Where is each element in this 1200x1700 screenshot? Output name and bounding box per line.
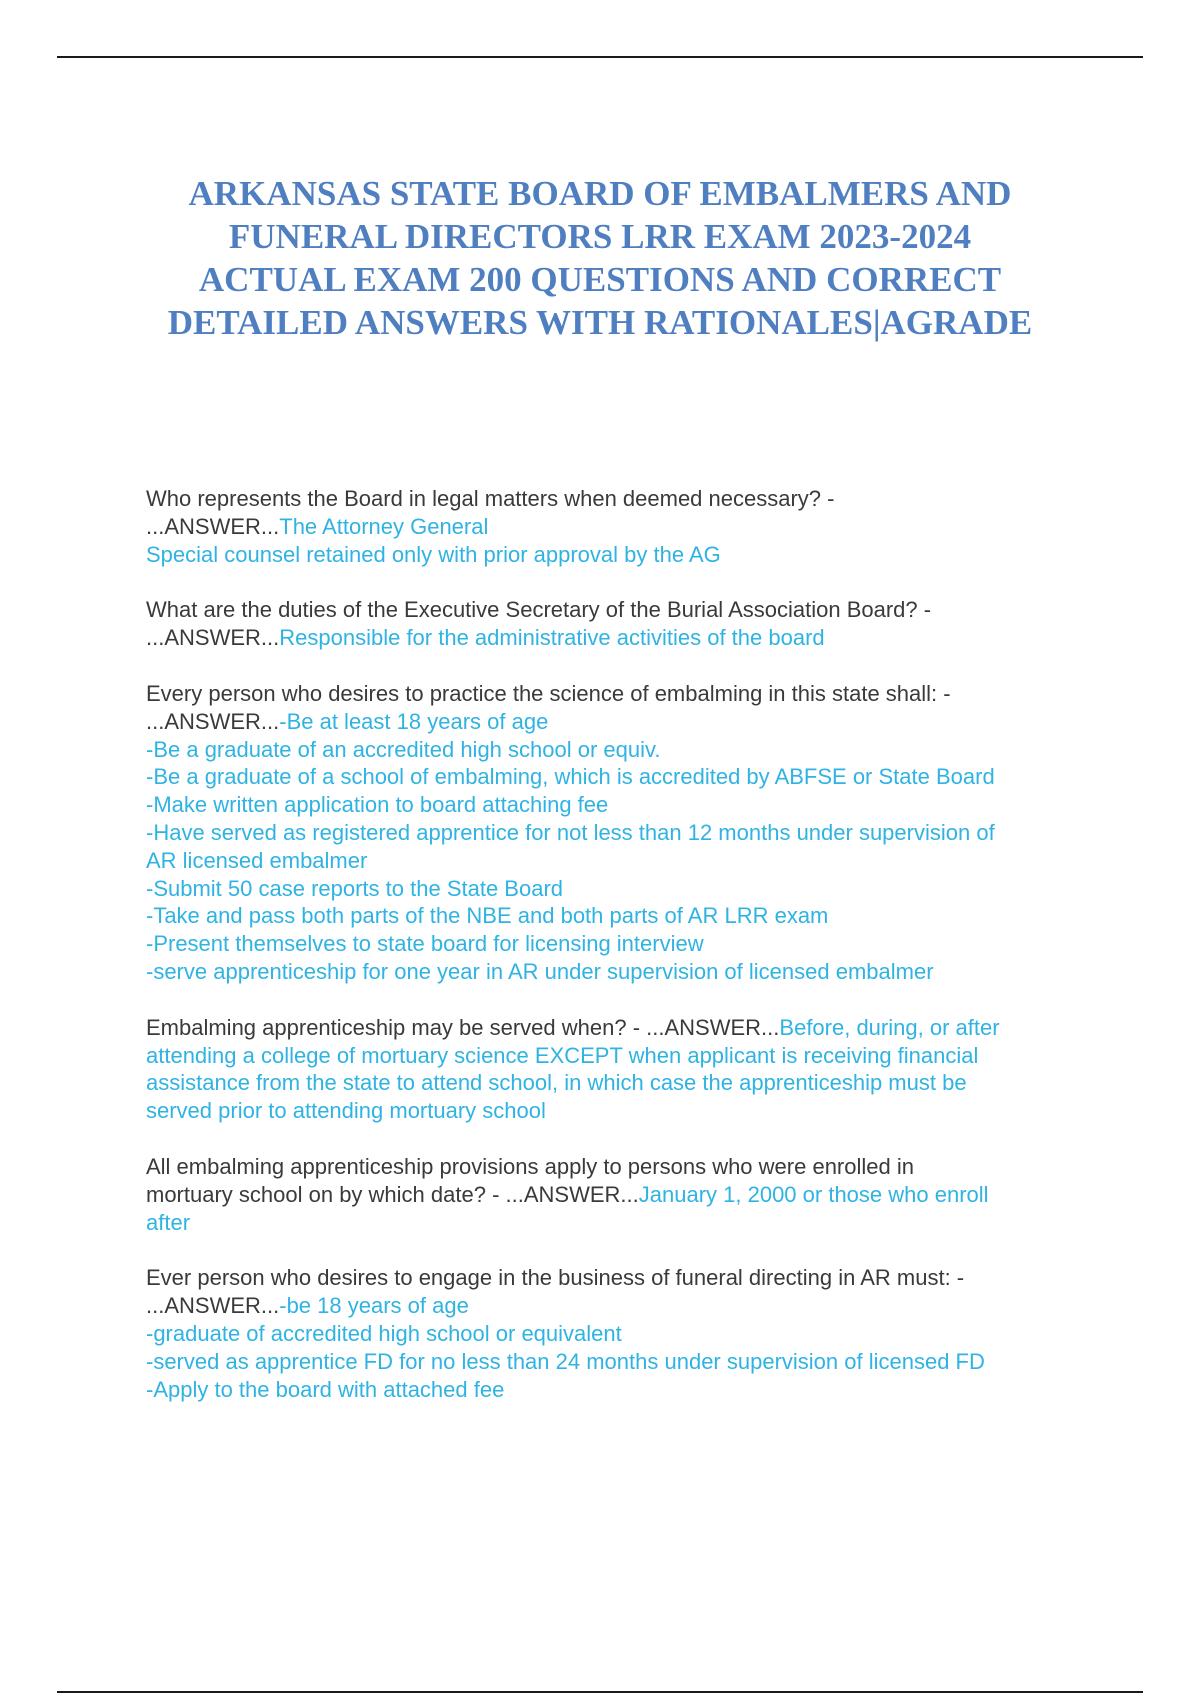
qa-item [146, 1153, 1096, 1236]
answer-marker: ...ANSWER... [505, 1181, 639, 1207]
answer-text: -be 18 years of age [279, 1293, 469, 1319]
qa-item [146, 596, 1096, 652]
title-line: FUNERAL DIRECTORS LRR EXAM 2023-2024 [228, 217, 972, 256]
title-line: DETAILED ANSWERS WITH RATIONALES|AGRADE [167, 303, 1033, 342]
answer-first-line [146, 513, 1096, 541]
answer-text: Before, during, or after [779, 1014, 1000, 1040]
answer-line: after [146, 1209, 191, 1235]
question-text: Embalming apprenticeship may be served when? - [146, 1014, 647, 1040]
qa-item [146, 680, 1096, 986]
answer-line: -Make written application to board attaching fee [146, 792, 609, 818]
title-line: ARKANSAS STATE BOARD OF EMBALMERS AND [188, 174, 1012, 213]
qa-item [146, 1014, 1096, 1125]
answer-line: -Be a graduate of an accredited high school or equiv. [146, 736, 661, 762]
question-answer-line [146, 1014, 1096, 1042]
top-rule [57, 56, 1143, 58]
answer-line: -Have served as registered apprentice for not less than 12 months under supervision of [146, 819, 995, 845]
question-text: mortuary school on by which date? - [146, 1181, 506, 1207]
answer-marker: ...ANSWER... [646, 1014, 780, 1040]
qa-item [146, 1264, 1096, 1403]
document-title [100, 172, 1100, 344]
answer-text: -Be at least 18 years of age [279, 708, 549, 734]
answer-line: -graduate of accredited high school or equivalent [146, 1320, 622, 1346]
answer-marker: ...ANSWER... [146, 513, 280, 539]
answer-marker: ...ANSWER... [146, 625, 280, 651]
question-text: What are the duties of the Executive Secretary of the Burial Association Board? - [146, 597, 932, 623]
answer-line: assistance from the state to attend school, in which case the apprenticeship must be [146, 1070, 967, 1096]
answer-line: -Submit 50 case reports to the State Board [146, 875, 564, 901]
answer-text: Responsible for the administrative activities of the board [279, 625, 825, 651]
answer-line: -Apply to the board with attached fee [146, 1376, 505, 1402]
answer-text: The Attorney General [279, 513, 489, 539]
answer-line: AR licensed embalmer [146, 847, 368, 873]
answer-first-line [146, 624, 1096, 652]
answer-line: served prior to attending mortuary school [146, 1098, 546, 1124]
qa-item [146, 485, 1096, 568]
answer-line: Special counsel retained only with prior approval by the AG [146, 541, 721, 567]
answer-marker: ...ANSWER... [146, 1293, 280, 1319]
answer-line: -Present themselves to state board for licensing interview [146, 931, 704, 957]
answer-first-line [146, 1292, 1096, 1320]
answer-line: -Take and pass both parts of the NBE and both parts of AR LRR exam [146, 903, 829, 929]
question-answer-line [146, 1181, 1096, 1209]
answer-line: attending a college of mortuary science EXCEPT when applicant is receiving financial [146, 1042, 979, 1068]
answer-line: -served as apprentice FD for no less than 24 months under supervision of licensed FD [146, 1348, 985, 1374]
question-text: Every person who desires to practice the science of embalming in this state shall: - [146, 680, 951, 706]
title-line: ACTUAL EXAM 200 QUESTIONS AND CORRECT [198, 260, 1002, 299]
question-text: Who represents the Board in legal matters when deemed necessary? - [146, 486, 835, 511]
question-text: Ever person who desires to engage in the business of funeral directing in AR must: - [146, 1265, 965, 1291]
answer-marker: ...ANSWER... [146, 708, 280, 734]
answer-line: -Be a graduate of a school of embalming, which is accredited by ABFSE or State Board [146, 764, 995, 790]
answer-first-line [146, 708, 1096, 736]
bottom-rule [57, 1691, 1143, 1693]
qa-list [146, 485, 1096, 1431]
answer-text: January 1, 2000 or those who enroll [638, 1181, 989, 1207]
question-text: All embalming apprenticeship provisions apply to persons who were enrolled in [146, 1153, 914, 1179]
answer-line: -serve apprenticeship for one year in AR under supervision of licensed embalmer [146, 958, 934, 984]
